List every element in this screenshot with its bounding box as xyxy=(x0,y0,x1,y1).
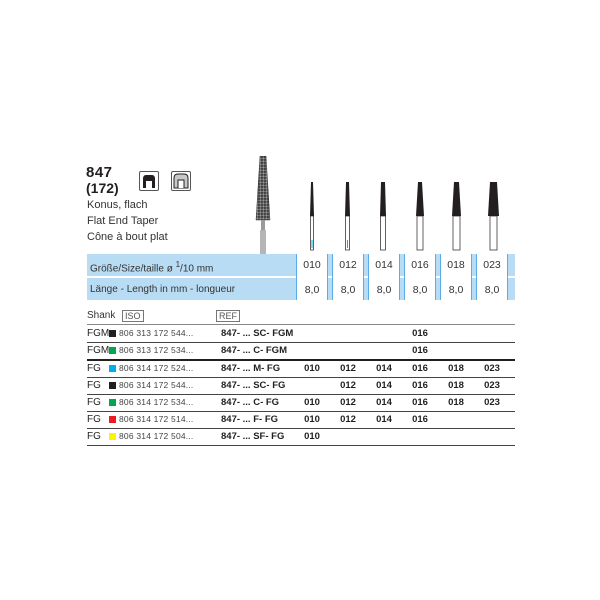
bur-silhouette-icon xyxy=(488,182,499,250)
row-size: 023 xyxy=(484,363,500,374)
row-size: 016 xyxy=(412,328,428,339)
row-size: 012 xyxy=(340,397,356,408)
color-ring-icon xyxy=(109,382,116,389)
color-ring-icon xyxy=(109,416,116,423)
row-code: 806 314 172 514... xyxy=(119,414,194,424)
row-size: 016 xyxy=(412,345,428,356)
product-iso-code: (172) xyxy=(86,180,119,196)
row-code: 806 314 172 544... xyxy=(119,380,194,390)
color-ring-icon xyxy=(109,330,116,337)
row-code: 806 314 172 504... xyxy=(119,431,194,441)
bur-silhouette-icon xyxy=(416,182,424,250)
size-fraction-den: /10 mm xyxy=(180,263,214,275)
length-value: 8,0 xyxy=(412,284,428,296)
row-size: 014 xyxy=(376,363,392,374)
length-value: 8,0 xyxy=(376,284,392,296)
row-code: 806 313 172 534... xyxy=(119,345,194,355)
row-size: 016 xyxy=(412,380,428,391)
row-code: 806 313 172 544... xyxy=(119,328,194,338)
row-size: 018 xyxy=(448,397,464,408)
color-ring-icon xyxy=(109,399,116,406)
row-size: 012 xyxy=(340,363,356,374)
row-shank: FG xyxy=(87,431,101,442)
row-ref: 847- ... SF- FG xyxy=(221,431,285,442)
color-ring-icon xyxy=(109,347,116,354)
ref-header: REF xyxy=(216,310,240,322)
size-fraction-num: 1 xyxy=(175,260,181,269)
size-value: 012 xyxy=(339,259,357,271)
row-size: 023 xyxy=(484,380,500,391)
table-row xyxy=(87,411,515,428)
color-ring-icon xyxy=(109,365,116,372)
row-size: 018 xyxy=(448,380,464,391)
length-label: Länge - Length in mm - longueur xyxy=(90,284,236,295)
product-code: 847 xyxy=(86,164,113,181)
row-ref: 847- ... M- FG xyxy=(221,363,281,374)
row-shank: FG xyxy=(87,397,101,408)
row-size: 012 xyxy=(340,380,356,391)
row-ref: 847- ... SC- FGM xyxy=(221,328,294,339)
row-size: 014 xyxy=(376,380,392,391)
row-code: 806 314 172 534... xyxy=(119,397,194,407)
row-ref: 847- ... F- FG xyxy=(221,414,279,425)
color-ring-icon xyxy=(109,433,116,440)
bur-silhouette-icon xyxy=(380,182,386,250)
row-size: 016 xyxy=(412,414,428,425)
length-value: 8,0 xyxy=(484,284,500,296)
table-row xyxy=(87,377,515,394)
bur-silhouette-icon xyxy=(310,182,314,250)
size-label-text: Größe/Size/taille ø xyxy=(90,263,176,275)
table-row xyxy=(87,394,515,411)
row-size: 010 xyxy=(304,431,320,442)
size-value: 023 xyxy=(483,259,501,271)
length-value: 8,0 xyxy=(304,284,320,296)
row-size: 018 xyxy=(448,363,464,374)
length-value: 8,0 xyxy=(340,284,356,296)
row-size: 023 xyxy=(484,397,500,408)
table-row xyxy=(87,360,515,377)
iso-header: ISO xyxy=(122,310,144,322)
row-size: 016 xyxy=(412,397,428,408)
row-ref: 847- ... C- FGM xyxy=(221,345,287,356)
row-shank: FG xyxy=(87,363,101,374)
size-value: 010 xyxy=(303,259,321,271)
shank-header: Shank xyxy=(87,310,116,321)
row-size: 010 xyxy=(304,414,320,425)
row-shank: FG xyxy=(87,414,101,425)
table-row xyxy=(87,342,515,359)
bur-silhouette-row xyxy=(300,180,520,252)
bur-silhouette-icon xyxy=(452,182,461,250)
size-value: 018 xyxy=(447,259,465,271)
row-size: 016 xyxy=(412,363,428,374)
row-shank: FGM xyxy=(87,328,110,339)
name-german: Konus, flach xyxy=(87,199,148,211)
row-size: 010 xyxy=(304,363,320,374)
row-shank: FG xyxy=(87,380,101,391)
row-ref: 847- ... SC- FG xyxy=(221,380,286,391)
size-label xyxy=(90,259,213,275)
table-row xyxy=(87,428,515,445)
size-value: 016 xyxy=(411,259,429,271)
size-value: 014 xyxy=(375,259,393,271)
name-french: Cône à bout plat xyxy=(87,231,168,243)
row-size: 014 xyxy=(376,397,392,408)
crown-prep-icon xyxy=(139,171,159,191)
row-divider xyxy=(87,445,515,446)
row-size: 012 xyxy=(340,414,356,425)
row-shank: FGM xyxy=(87,345,110,356)
row-ref: 847- ... C- FG xyxy=(221,397,280,408)
name-english: Flat End Taper xyxy=(87,215,159,227)
bur-silhouette-icon xyxy=(345,182,350,250)
diamond-bur-image xyxy=(252,156,274,256)
row-code: 806 314 172 524... xyxy=(119,363,194,373)
row-size: 010 xyxy=(304,397,320,408)
row-size: 014 xyxy=(376,414,392,425)
table-row xyxy=(87,325,515,342)
length-value: 8,0 xyxy=(448,284,464,296)
tooth-cavity-icon xyxy=(171,171,191,191)
